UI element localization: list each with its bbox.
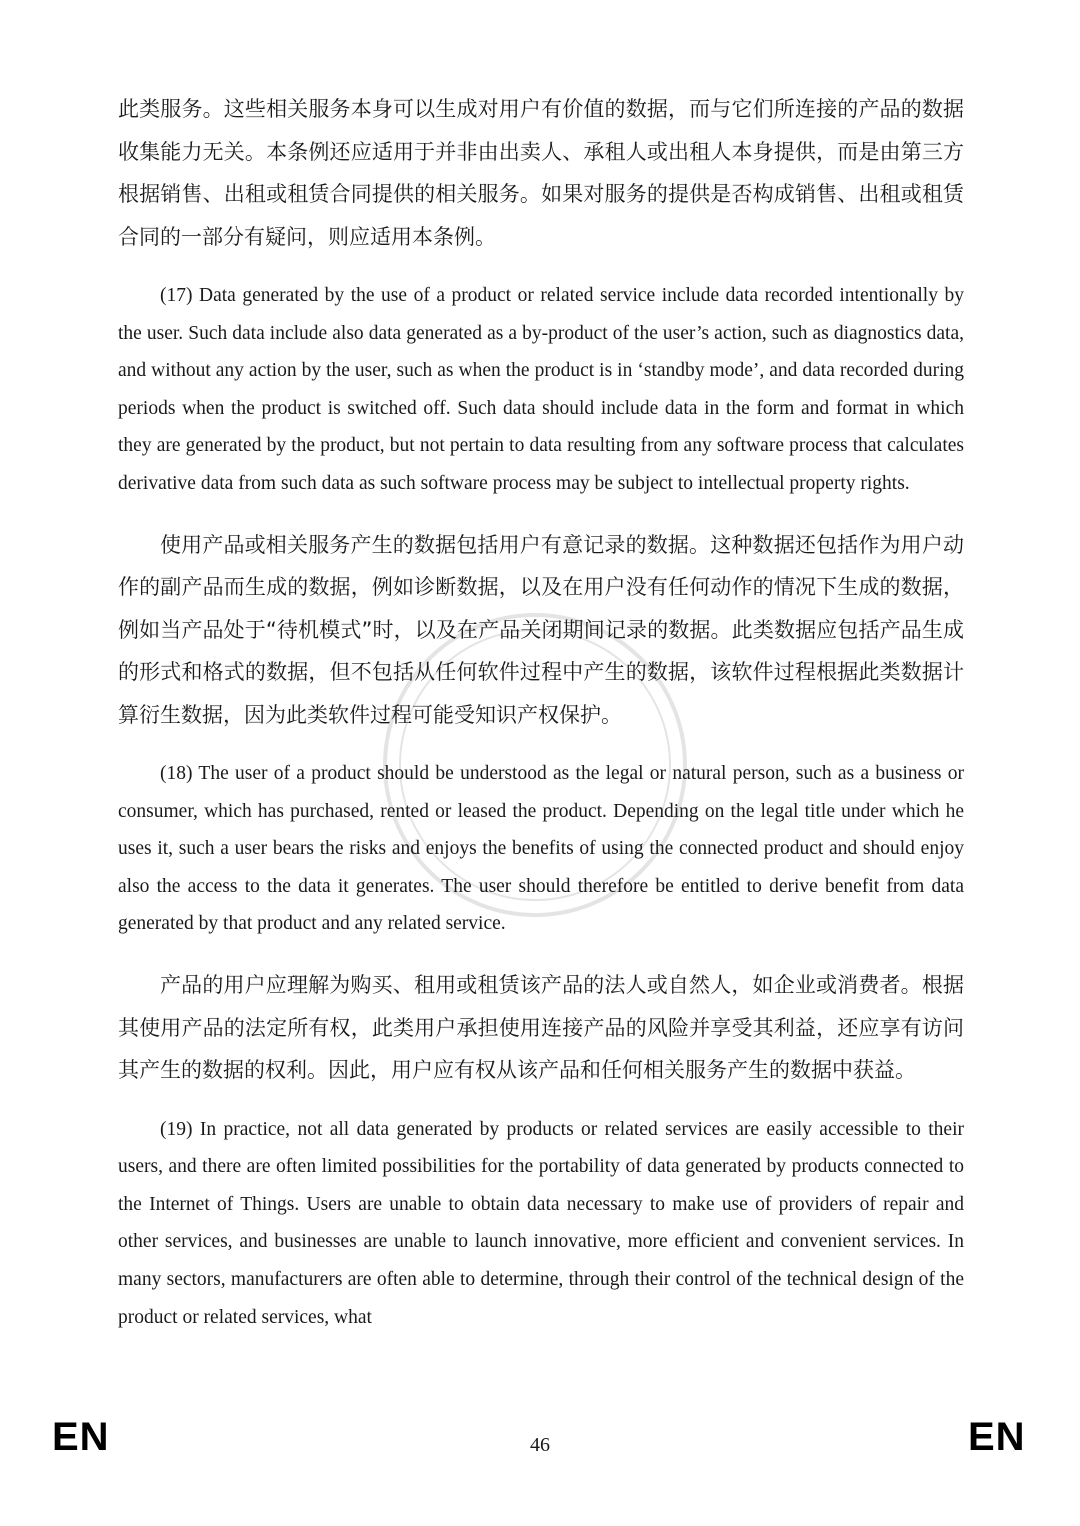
paragraph-gap xyxy=(118,258,964,277)
footer-language-label-left: EN xyxy=(52,1415,110,1459)
footer-language-label-right: EN xyxy=(968,1415,1026,1459)
paragraph-gap xyxy=(118,1092,964,1111)
paragraph-17-chinese: 使用产品或相关服务产生的数据包括用户有意记录的数据。这种数据还包括作为用户动作的副产品而生成的数据，例如诊断数据，以及在用户没有任何动作的情况下生成的数据，例如当产品处于“待机模式”时，以及在产品关闭期间记录的数据。此类数据应包括产品生成的形式和格式的数据，但不包括从任何软件过程中产生的数据，该软件过程根据此类数据计算衍生数据，因为此类软件过程可能受知识产权保护。 xyxy=(118,532,964,727)
paragraph-gap xyxy=(118,943,964,964)
paragraph-18-english: (18) The user of a product should be understood as the legal or natural person, such as a business or consumer, which has purchased, rented or leased the product. Depending on the legal title under which he uses it, such a user bears the risks and enjoys the benefits of using the connected product and should enjoy also the access to the data it generates. The user should therefore be entitled to derive benefit from data generated by that product and any related service. xyxy=(118,763,964,935)
paragraph-gap xyxy=(118,736,964,755)
paragraph-gap xyxy=(118,503,964,524)
paragraph-18-chinese: 产品的用户应理解为购买、租用或租赁该产品的法人或自然人，如企业或消费者。根据其使用产品的法定所有权，此类用户承担使用连接产品的风险并享受其利益，还应享有访问其产生的数据的权利。因此，用户应有权从该产品和任何相关服务产生的数据中获益。 xyxy=(118,973,964,1083)
document-body xyxy=(118,88,964,1336)
paragraph-17-english: (17) Data generated by the use of a product or related service include data recorded intentionally by the user. Such data include also data generated as a by-product of the user’s action, such as diagnostics data, and without any action by the user, such as when the product is in ‘standby mode’, and data recorded during periods when the product is switched off. Such data should include data in the form and format in which they are generated by the product, but not pertain to data resulting from any software process that calculates derivative data from such data as such software process may be subject to intellectual property rights. xyxy=(118,285,964,494)
paragraph-16-chinese-continued: 此类服务。这些相关服务本身可以生成对用户有价值的数据，而与它们所连接的产品的数据收集能力无关。本条例还应适用于并非由出卖人、承租人或出租人本身提供，而是由第三方根据销售、出租或租赁合同提供的相关服务。如果对服务的提供是否构成销售、出租或租赁合同的一部分有疑问，则应适用本条例。 xyxy=(118,97,964,249)
page-number: 46 xyxy=(530,1434,550,1456)
paragraph-19-english: (19) In practice, not all data generated by products or related services are easily accessible to their users, and there are often limited possibilities for the portability of data generated by products connected to the Internet of Things. Users are unable to obtain data necessary to make use of providers of repair and other services, and businesses are unable to launch innovative, more efficient and convenient services. In many sectors, manufacturers are often able to determine, through their control of the technical design of the product or related services, what xyxy=(118,1118,964,1328)
